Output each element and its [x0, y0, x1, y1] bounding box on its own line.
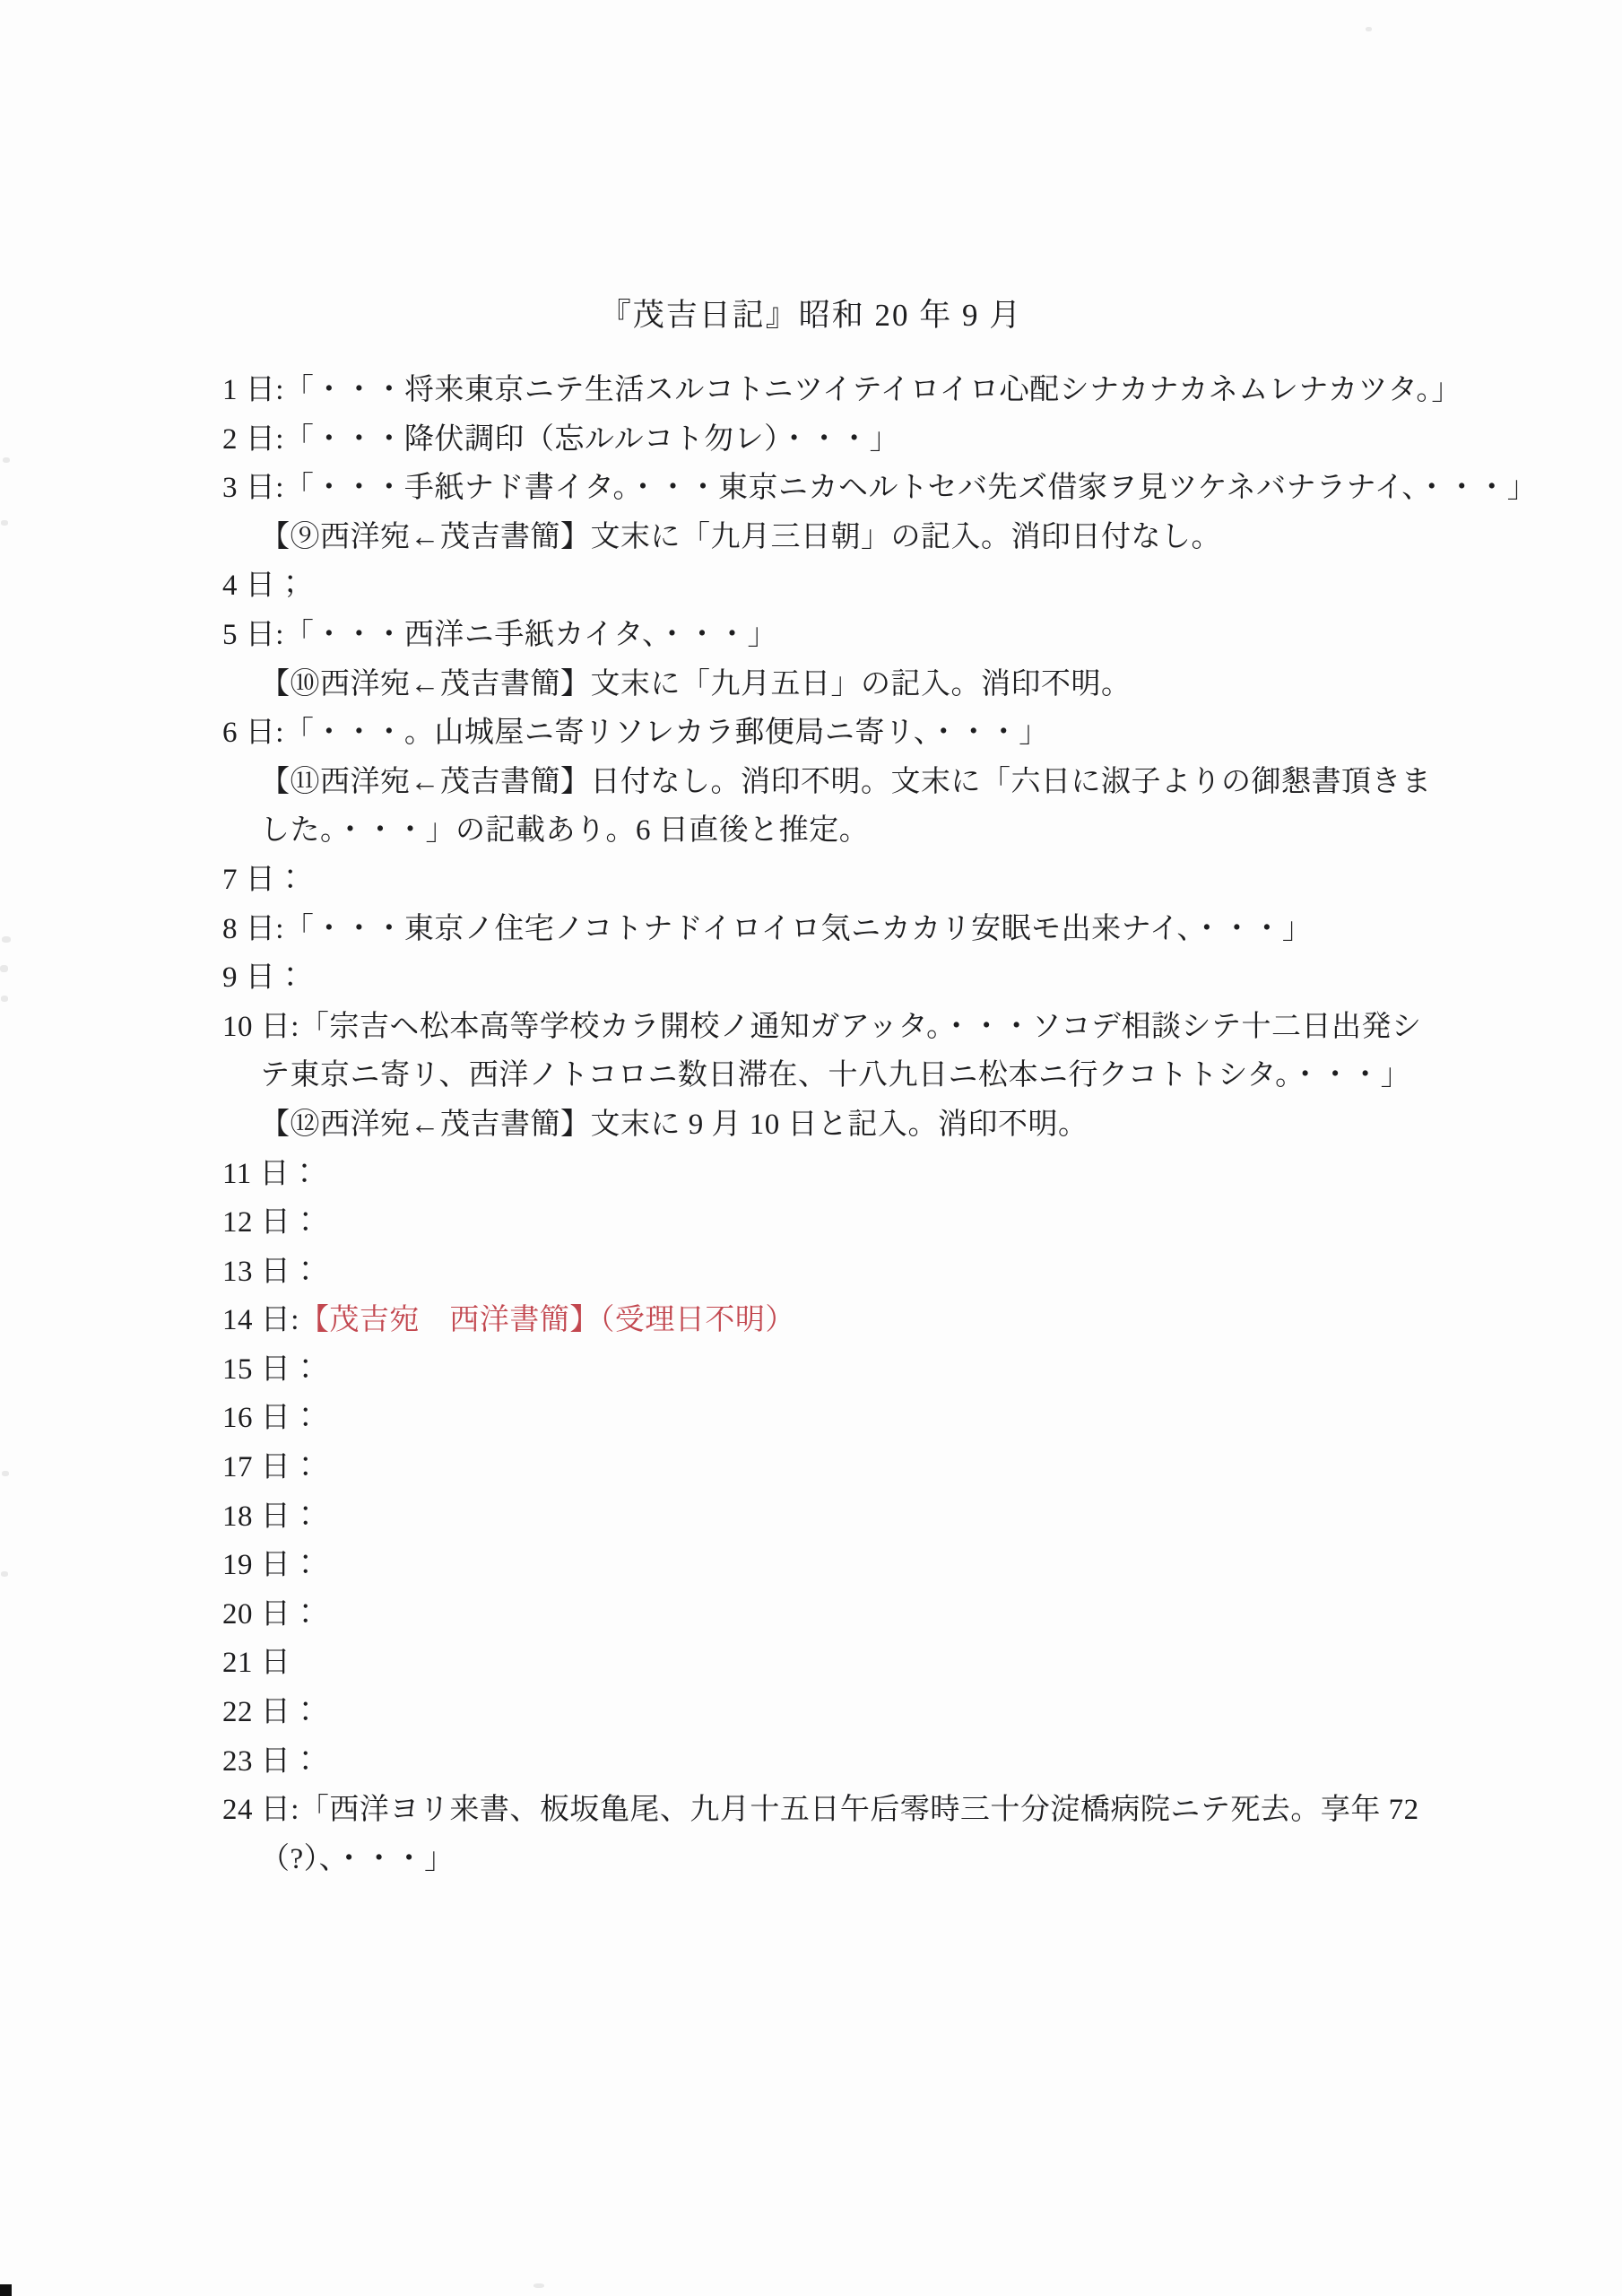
diary-line-text: 8 日:「・・・東京ノ住宅ノコトナドイロイロ気ニカカリ安眠モ出来ナイ、・・・」: [222, 912, 1313, 945]
diary-line: [222, 513, 1531, 562]
diary-line-text: 2 日:「・・・降伏調印（忘ルルコト勿レ）・・・」: [222, 422, 900, 456]
diary-line-text: 19 日：: [222, 1549, 321, 1582]
diary-line: [222, 1051, 1531, 1100]
diary-line-text: 12 日：: [222, 1206, 321, 1239]
page-title: 『茂吉日記』昭和 20 年 9 月: [599, 298, 1023, 333]
diary-line-text: 22 日：: [222, 1696, 321, 1729]
diary-line-text: 24 日:「西洋ヨリ来書、板坂亀尾、九月十五日午后零時三十分淀橋病院ニテ死去。享年 72: [222, 1794, 1419, 1827]
diary-line-text: 11 日：: [222, 1157, 320, 1190]
diary-line-text: 16 日：: [222, 1402, 321, 1435]
scan-speck-artifact: [533, 2283, 544, 2288]
diary-line: [222, 1786, 1531, 1835]
diary-line-text: 4 日；: [222, 570, 306, 603]
diary-line: [222, 1688, 1531, 1737]
diary-line: [222, 1345, 1531, 1395]
diary-line: [222, 905, 1531, 954]
diary-line-text: 【⑨西洋宛←茂吉書簡】文末に「九月三日朝」の記入。消印日付なし。: [260, 520, 1221, 553]
diary-line: [222, 1835, 1531, 1884]
diary-line-text: 3 日:「・・・手紙ナド書イタ。・・・東京ニカヘルトセバ先ズ借家ヲ見ツケネバナラナイ、・・・」: [222, 472, 1538, 505]
diary-line: [222, 806, 1531, 856]
diary-line: [222, 758, 1531, 807]
diary-line-text: 6 日:「・・・。山城屋ニ寄リソレカラ郵便局ニ寄リ、・・・」: [222, 717, 1049, 750]
diary-line: [222, 856, 1531, 905]
diary-line-text: 【⑪西洋宛←茂吉書簡】日付なし。消印不明。文末に「六日に淑子よりの御懇書頂きま: [260, 765, 1432, 798]
diary-line: [222, 464, 1538, 513]
diary-line: [222, 1198, 1531, 1248]
diary-line-text: 10 日:「宗吉ヘ松本高等学校カラ開校ノ通知ガアッタ。・・・ソコデ相談シテ十二日出発シ: [222, 1010, 1422, 1043]
scan-speck-artifact: [2, 936, 11, 943]
diary-line-text: 13 日：: [222, 1255, 321, 1288]
diary-line-text: 14 日:: [222, 1304, 299, 1337]
diary-line: [222, 611, 1531, 660]
diary-line-text: 23 日：: [222, 1744, 321, 1778]
diary-line: [222, 1443, 1531, 1492]
diary-line-text: 17 日：: [222, 1451, 321, 1484]
scan-speck-artifact: [1366, 27, 1372, 31]
scan-speck-artifact: [1, 520, 8, 526]
scan-speck-artifact: [1, 1571, 8, 1577]
diary-line-text: 1 日:「・・・将来東京ニテ生活スルコトニツイテイロイロ心配シナカナカネムレナカツタ。」: [222, 374, 1462, 406]
diary-line: [222, 1639, 1531, 1688]
diary-line-text: 15 日：: [222, 1352, 321, 1386]
diary-line: [222, 1541, 1531, 1590]
diary-line-text: 5 日:「・・・西洋ニ手紙カイタ、・・・」: [222, 618, 777, 651]
diary-line-text: 【⑫西洋宛←茂吉書簡】文末に 9 月 10 日と記入。消印不明。: [260, 1108, 1089, 1141]
scan-corner-artifact: [0, 2284, 12, 2296]
scan-speck-artifact: [3, 457, 10, 463]
diary-line: [222, 1248, 1531, 1297]
diary-line: [222, 1150, 1531, 1199]
diary-line-text: 7 日：: [222, 863, 306, 896]
diary-line: [222, 561, 1531, 611]
diary-line-text: 9 日：: [222, 961, 306, 995]
scan-speck-artifact: [2, 1471, 9, 1476]
diary-line: [222, 1737, 1531, 1787]
diary-line-text: テ東京ニ寄リ、西洋ノトコロニ数日滞在、十八九日ニ松本ニ行クコトトシタ。・・・」: [260, 1059, 1411, 1092]
diary-line: [222, 709, 1531, 758]
diary-line: [222, 660, 1531, 709]
letter-annotation-red-text: 【茂吉宛 西洋書簡】（受理日不明）: [299, 1304, 795, 1337]
diary-line-text: した。・・・」の記載あり。6 日直後と推定。: [260, 814, 870, 848]
diary-line: [222, 366, 1531, 415]
diary-line: [222, 953, 1531, 1003]
diary-line-text: 20 日：: [222, 1597, 321, 1631]
diary-line: [222, 1492, 1531, 1542]
diary-line: [222, 1003, 1531, 1052]
scan-speck-artifact: [0, 965, 8, 972]
diary-line: [222, 415, 1531, 465]
diary-line: [222, 1590, 1531, 1639]
diary-line: [222, 1296, 1531, 1345]
diary-line: [222, 1100, 1531, 1150]
diary-line-text: （?）、・・・」: [260, 1842, 455, 1875]
scan-speck-artifact: [1, 996, 8, 1002]
diary-line-text: 【⑩西洋宛←茂吉書簡】文末に「九月五日」の記入。消印不明。: [260, 667, 1132, 700]
diary-line: [222, 1394, 1531, 1443]
diary-line-text: 21 日: [222, 1647, 291, 1680]
diary-entry-list: [222, 366, 1538, 1883]
diary-line-text: 18 日：: [222, 1500, 321, 1533]
